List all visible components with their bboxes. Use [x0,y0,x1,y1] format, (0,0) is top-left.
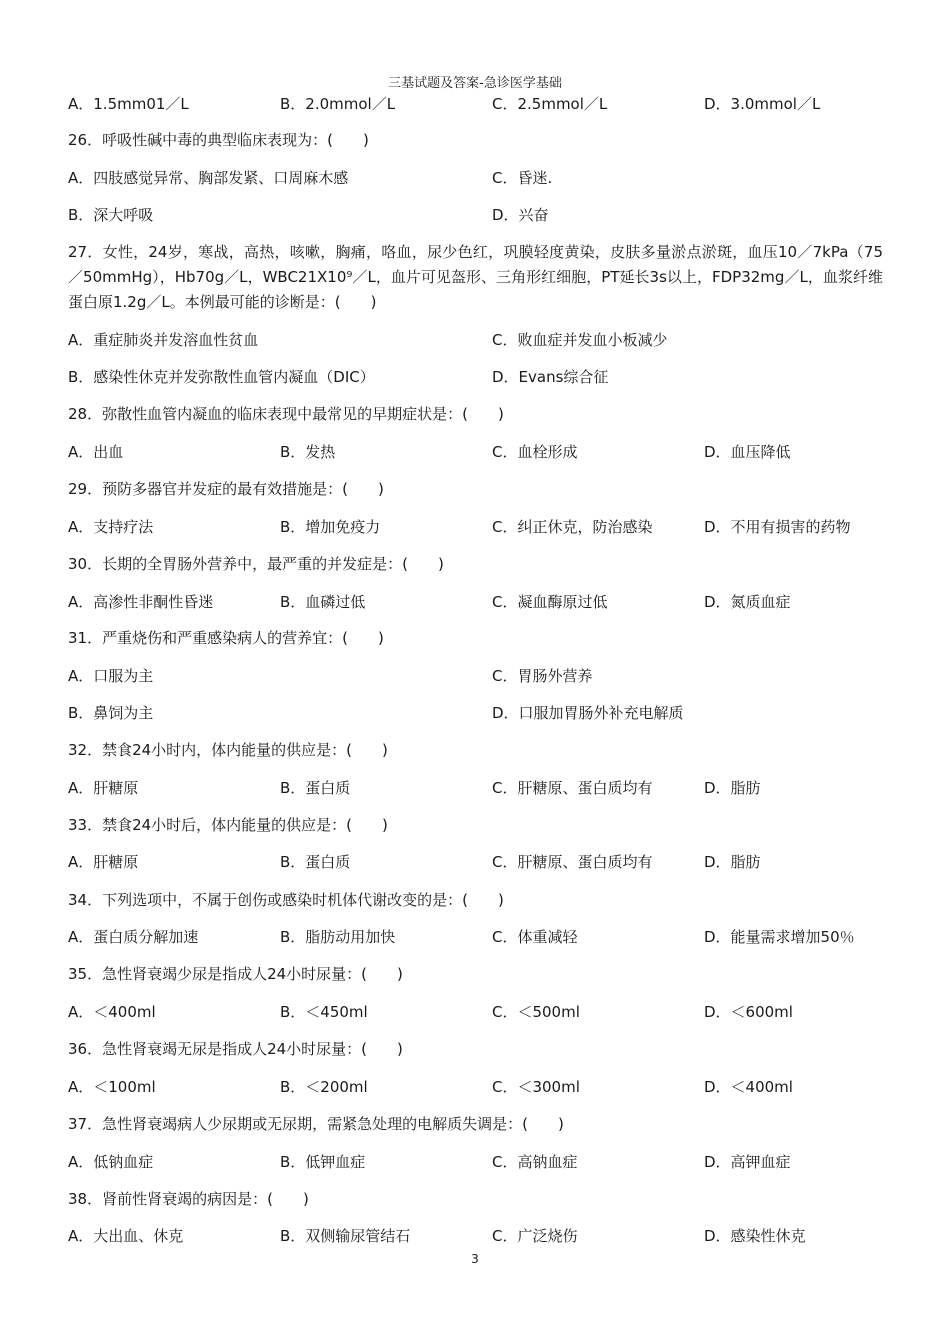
q28-option-a: A．出血 [68,443,124,461]
q26-option-b: B．深大呼吸 [68,206,154,224]
q38-option-a: A．大出血、休克 [68,1227,184,1245]
q29-option-a: A．支持疗法 [68,518,154,536]
q28-option-b: B．发热 [280,443,336,461]
q35-stem: 35．急性肾衰竭少尿是指成人24小时尿量：( ) [68,965,403,983]
q36-option-c: C．＜300ml [492,1078,580,1096]
q36-stem: 36．急性肾衰竭无尿是指成人24小时尿量：( ) [68,1040,403,1058]
q26-option-c: C．昏迷. [492,169,553,187]
q37-option-d: D．高钾血症 [704,1153,791,1171]
q35-option-c: C．＜500ml [492,1003,580,1021]
q25-option-b: B．2.0mmol／L [280,95,396,113]
q31-option-c: C．胃肠外营养 [492,667,593,685]
q30-option-a: A．高渗性非酮性昏迷 [68,593,214,611]
q32-stem: 32．禁食24小时内，体内能量的供应是：( ) [68,741,388,759]
q33-option-d: D．脂肪 [704,853,761,871]
q27-option-b: B．感染性休克并发弥散性血管内凝血（DIC） [68,368,375,386]
q25-option-c: C．2.5mmol／L [492,95,608,113]
q30-option-c: C．凝血酶原过低 [492,593,608,611]
q38-option-d: D．感染性休克 [704,1227,806,1245]
q37-stem: 37．急性肾衰竭病人少尿期或无尿期，需紧急处理的电解质失调是：( ) [68,1115,564,1133]
q32-option-c: C．肝糖原、蛋白质均有 [492,779,653,797]
q34-option-b: B．脂肪动用加快 [280,928,396,946]
q37-option-a: A．低钠血症 [68,1153,154,1171]
q28-stem: 28．弥散性血管内凝血的临床表现中最常见的早期症状是：( ) [68,405,504,423]
q31-option-b: B．鼻饲为主 [68,704,154,722]
q32-option-d: D．脂肪 [704,779,761,797]
q25-option-d: D．3.0mmol／L [704,95,821,113]
q32-option-b: B．蛋白质 [280,779,351,797]
q38-option-b: B．双侧输尿管结石 [280,1227,411,1245]
q36-option-a: A．＜100ml [68,1078,156,1096]
q29-option-d: D．不用有损害的药物 [704,518,851,536]
q33-stem: 33．禁食24小时后，体内能量的供应是：( ) [68,816,388,834]
q35-option-d: D．＜600ml [704,1003,793,1021]
q34-stem: 34．下列选项中，不属于创伤或感染时机体代谢改变的是：( ) [68,891,504,909]
q32-option-a: A．肝糖原 [68,779,139,797]
q38-stem: 38．肾前性肾衰竭的病因是：( ) [68,1190,309,1208]
q28-option-d: D．血压降低 [704,443,791,461]
q31-option-d: D．口服加胃肠外补充电解质 [492,704,684,722]
page-header: 三基试题及答案-急诊医学基础 [388,76,562,91]
q36-option-b: B．＜200ml [280,1078,368,1096]
q26-option-a: A．四肢感觉异常、胸部发紧、口周麻木感 [68,169,349,187]
q27-stem: 27．女性，24岁，寒战，高热，咳嗽，胸痛，咯血，尿少色红，巩膜轻度黄染，皮肤多量淤点淤斑，血压10／7kPa（75／50mmHg），Hb70g／L，WBC21X10⁹／L，血片可见盔形、三角形红细胞，PT延长3s以上，FDP32mg／L，血浆纤维蛋白原1.2g／L。本例最可能的诊断是：( ) [68,243,883,311]
q25-option-a: A．1.5mm01／L [68,95,189,113]
q29-option-b: B．增加免疫力 [280,518,381,536]
q31-option-a: A．口服为主 [68,667,154,685]
q27-option-a: A．重症肺炎并发溶血性贫血 [68,331,259,349]
q37-option-b: B．低钾血症 [280,1153,366,1171]
q34-option-a: A．蛋白质分解加速 [68,928,199,946]
q29-stem: 29．预防多器官并发症的最有效措施是：( ) [68,480,384,498]
q26-stem: 26．呼吸性碱中毒的典型临床表现为：( ) [68,131,369,149]
q27-option-c: C．败血症并发血小板减少 [492,331,668,349]
q26-option-d: D．兴奋 [492,206,549,224]
page-number: 3 [471,1252,479,1266]
q33-option-c: C．肝糖原、蛋白质均有 [492,853,653,871]
q36-option-d: D．＜400ml [704,1078,793,1096]
q29-option-c: C．纠正休克，防治感染 [492,518,653,536]
q35-option-b: B．＜450ml [280,1003,368,1021]
q38-option-c: C．广泛烧伤 [492,1227,578,1245]
q27-option-d: D．Evans综合征 [492,368,609,386]
q30-stem: 30．长期的全胃肠外营养中，最严重的并发症是：( ) [68,555,444,573]
q34-option-c: C．体重减轻 [492,928,578,946]
q30-option-b: B．血磷过低 [280,593,366,611]
q33-option-a: A．肝糖原 [68,853,139,871]
q28-option-c: C．血栓形成 [492,443,578,461]
q35-option-a: A．＜400ml [68,1003,156,1021]
q34-option-d: D．能量需求增加50％ [704,928,855,946]
q31-stem: 31．严重烧伤和严重感染病人的营养宜：( ) [68,629,384,647]
q37-option-c: C．高钠血症 [492,1153,578,1171]
q33-option-b: B．蛋白质 [280,853,351,871]
q30-option-d: D．氮质血症 [704,593,791,611]
